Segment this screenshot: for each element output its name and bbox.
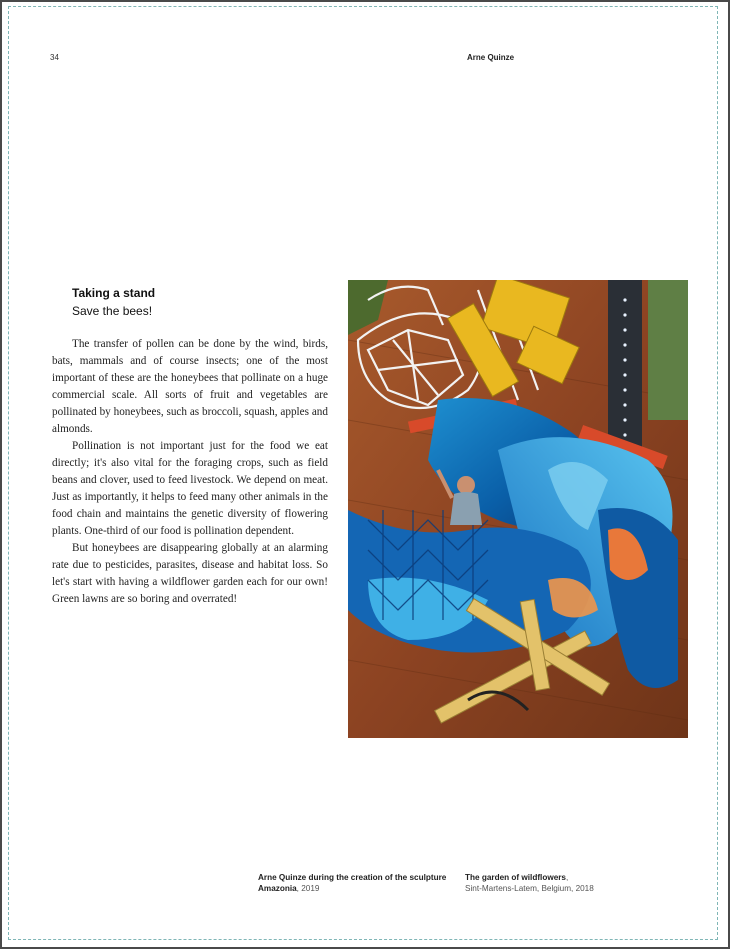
caption-right [465, 872, 645, 894]
article-body [52, 336, 328, 608]
body-paragraph: The transfer of pollen can be done by the wind, birds, bats, mammals and of course insects; one of the most important of these are the honeybees that pollinate on a huge commercial scale. All sorts of fruit and vegetables are pollinated by honeybees, such as broccoli, squash, apples and almonds. [52, 338, 328, 435]
page-number: 34 [50, 53, 59, 62]
caption-right-bold: The garden of wildflowers [465, 873, 566, 882]
running-head: Arne Quinze [467, 53, 515, 62]
body-paragraph: Pollination is not important just for the food we eat directly; it's also vital for the foraging crops, such as field beans and clover, used to feed livestock. We depend on meat. Just as importantly, it helps to feed many other animals in the food chain and maintains the genetic diversity of flowering plants. One-third of our food is pollination dependent. [52, 440, 328, 537]
caption-right-location: Sint-Martens-Latem, Belgium, 2018 [465, 884, 594, 893]
article-subtitle: Save the bees! [72, 304, 153, 318]
sculpture-photo [348, 280, 688, 738]
caption-left-bold: Arne Quinze during the creation of the sculpture Amazonia [258, 873, 447, 893]
body-paragraph: But honeybees are disappearing globally at an alarming rate due to pesticides, parasites, disease and habitat loss. So let's start with having a wildflower garden each for our own! Green lawns are so boring and overrated! [52, 542, 328, 605]
caption-left [258, 872, 448, 894]
caption-right-comma: , [566, 873, 569, 882]
caption-left-date: , 2019 [296, 884, 320, 893]
article-title: Taking a stand [72, 286, 156, 300]
